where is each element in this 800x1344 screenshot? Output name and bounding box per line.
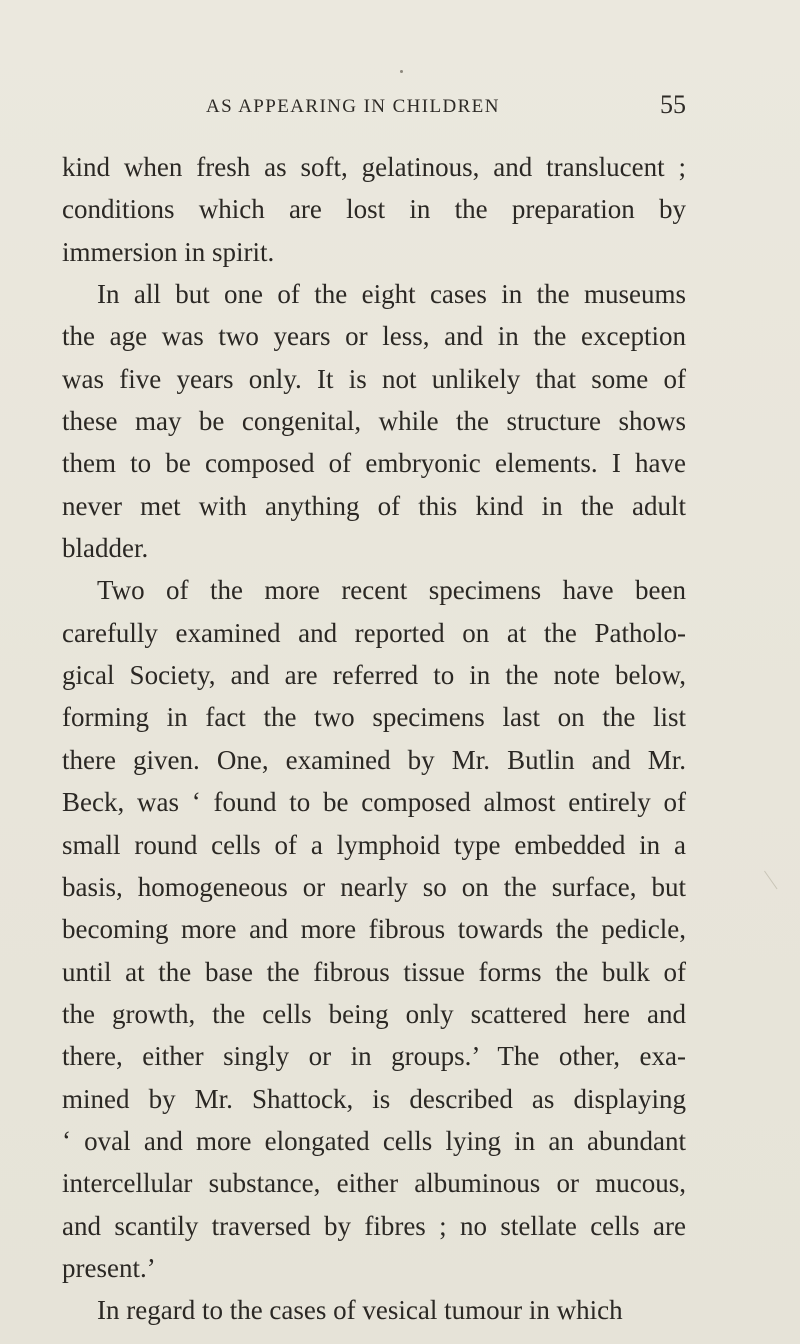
text-line: there, either singly or in groups.’ The other, exa- <box>62 1041 686 1072</box>
text-line: and scantily traversed by fibres ; no stellate cells are <box>62 1210 686 1241</box>
text-line: carefully examined and reported on at the Patholo- <box>62 617 686 648</box>
text-line: present.’ <box>62 1252 156 1283</box>
paragraph-start-line: Two of the more recent specimens have been <box>97 575 686 606</box>
paragraph-start-line: In all but one of the eight cases in the museums <box>97 279 686 310</box>
text-line: gical Society, and are referred to in the note below, <box>62 660 686 691</box>
body-text <box>62 146 686 1332</box>
text-line: never met with anything of this kind in the adult <box>62 490 686 521</box>
text-line: the growth, the cells being only scattered here and <box>62 998 686 1029</box>
text-line: becoming more and more fibrous towards the pedicle, <box>62 914 686 945</box>
ink-speck <box>400 70 403 73</box>
text-line: mined by Mr. Shattock, is described as displaying <box>62 1083 686 1114</box>
text-line: basis, homogeneous or nearly so on the surface, but <box>62 871 686 902</box>
text-line: there given. One, examined by Mr. Butlin and Mr. <box>62 744 686 775</box>
running-head: AS APPEARING IN CHILDREN <box>206 96 500 117</box>
paper-crease <box>764 863 789 890</box>
page-header <box>206 90 686 124</box>
text-line: the age was two years or less, and in the exception <box>62 321 686 352</box>
text-line: immersion in spirit. <box>62 236 275 267</box>
text-line: bladder. <box>62 533 149 564</box>
text-line: intercellular substance, either albuminous or mucous, <box>62 1168 686 1199</box>
text-line: them to be composed of embryonic elements. I have <box>62 448 686 479</box>
text-line: small round cells of a lymphoid type embedded in a <box>62 829 686 860</box>
text-line: forming in fact the two specimens last on the list <box>62 702 686 733</box>
text-line: these may be congenital, while the structure shows <box>62 406 686 437</box>
text-line: conditions which are lost in the preparation by <box>62 194 686 225</box>
text-line: until at the base the fibrous tissue forms the bulk of <box>62 956 686 987</box>
text-line: ‘ oval and more elongated cells lying in an abundant <box>62 1125 686 1156</box>
text-line: was five years only. It is not unlikely that some of <box>62 363 686 394</box>
paragraph-start-line: In regard to the cases of vesical tumour in which <box>97 1295 623 1326</box>
text-line: Beck, was ‘ found to be composed almost entirely of <box>62 787 686 818</box>
text-line: kind when fresh as soft, gelatinous, and translucent ; <box>62 152 686 182</box>
page-number: 55 <box>660 90 686 119</box>
